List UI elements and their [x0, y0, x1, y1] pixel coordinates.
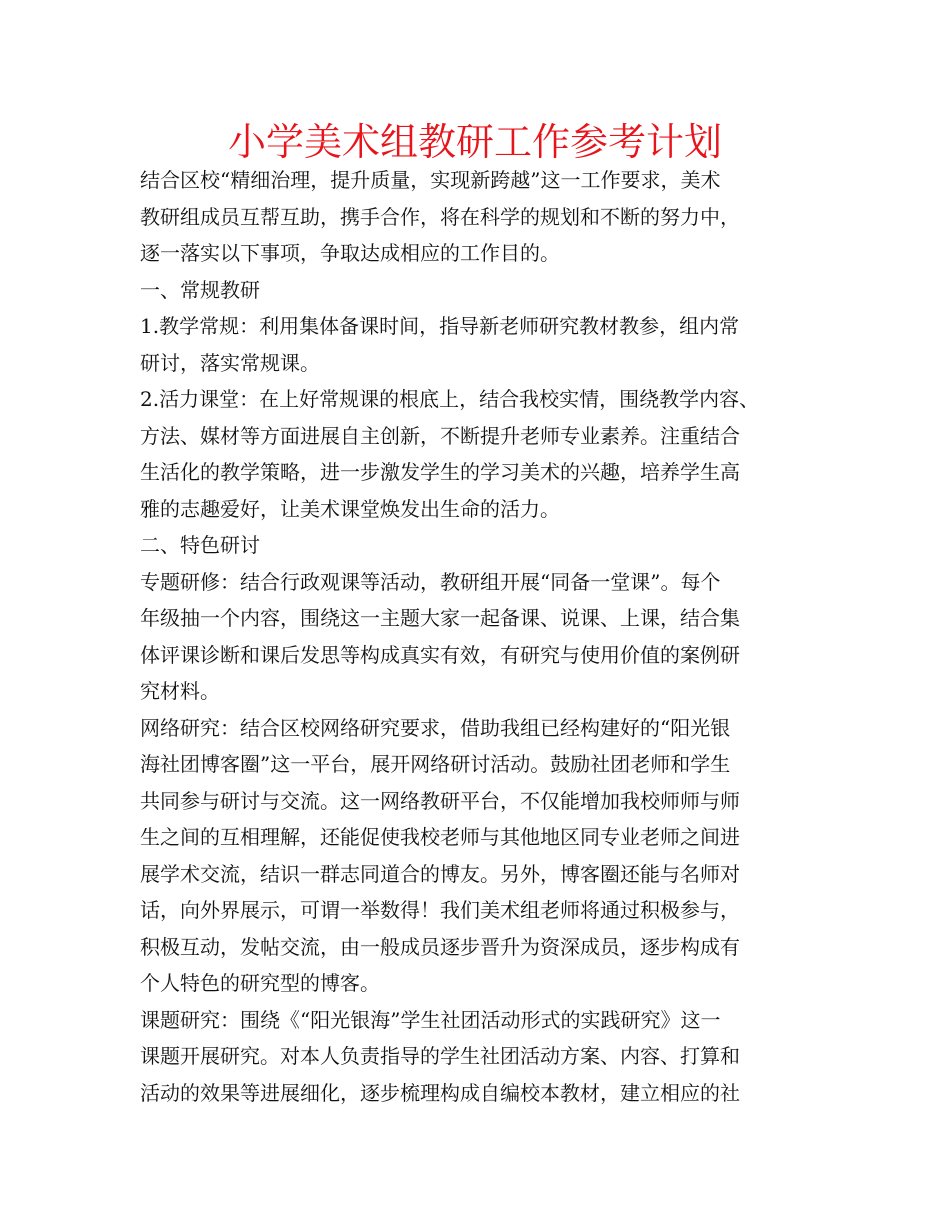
document-title: 小学美术组教研工作参考计划 — [227, 120, 722, 164]
body-line: 究材料。 — [140, 679, 220, 703]
body-line: 共同参与研讨与交流。这一网络教研平台，不仅能增加我校师师与师 — [140, 788, 740, 813]
body-line: 2.活力课堂：在上好常规课的根底上，结合我校实情，围绕教学内容、 — [140, 387, 760, 411]
body-line: 生活化的教学策略，进一步激发学生的学习美术的兴趣，培养学生高 — [140, 460, 740, 484]
section-heading-routine-research: 一、常规教研 — [140, 277, 260, 302]
body-line: 研讨，落实常规课。 — [140, 350, 320, 375]
body-line: 体评课诊断和课后发思等构成真实有效，有研究与使用价值的案例研 — [140, 642, 740, 667]
body-line: 海社团博客圈”这一平台，展开网络研讨活动。鼓励社团老师和学生 — [140, 752, 731, 776]
body-line: 专题研修：结合行政观课等活动，教研组开展“同备一堂课”。每个 — [140, 569, 721, 594]
body-line: 课题研究：围绕《“阳光银海”学生社团活动形式的实践研究》这一 — [140, 1007, 721, 1032]
body-line: 生之间的互相理解，还能促使我校老师与其他地区同专业老师之间进 — [140, 825, 740, 849]
body-line: 话，向外界展示，可谓一举数得！我们美术组老师将通过积极参与， — [140, 898, 740, 922]
body-line: 积极互动，发帖交流，由一般成员逐步晋升为资深成员，逐步构成有 — [140, 934, 740, 959]
body-line: 方法、媒材等方面进展自主创新，不断提升老师专业素养。注重结合 — [140, 423, 740, 448]
body-line: 雅的志趣爱好，让美术课堂焕发出生命的活力。 — [140, 496, 560, 521]
body-line: 1.教学常规：利用集体备课时间，指导新老师研究教材教参，组内常 — [140, 314, 740, 338]
body-line: 教研组成员互帮互助，携手合作，将在科学的规划和不断的努力中， — [140, 204, 740, 229]
document-body — [140, 162, 812, 1111]
body-line: 个人特色的研究型的博客。 — [140, 971, 380, 995]
section-heading-featured-research: 二、特色研讨 — [140, 533, 260, 557]
body-line: 课题开展研究。对本人负责指导的学生社团活动方案、内容、打算和 — [140, 1044, 740, 1068]
body-line: 结合区校“精细治理，提升质量，实现新跨越”这一工作要求，美术 — [140, 168, 721, 192]
body-line: 活动的效果等进展细化，逐步梳理构成自编校本教材，建立相应的社 — [140, 1080, 740, 1105]
body-line: 年级抽一个内容，围绕这一主题大家一起备课、说课、上课，结合集 — [140, 606, 740, 630]
body-line: 逐一落实以下事项，争取达成相应的工作目的。 — [140, 241, 560, 265]
body-line: 展学术交流，结识一群志同道合的博友。另外，博客圈还能与名师对 — [140, 861, 740, 886]
body-line: 网络研究：结合区校网络研究要求，借助我组已经构建好的“阳光银 — [140, 715, 731, 740]
